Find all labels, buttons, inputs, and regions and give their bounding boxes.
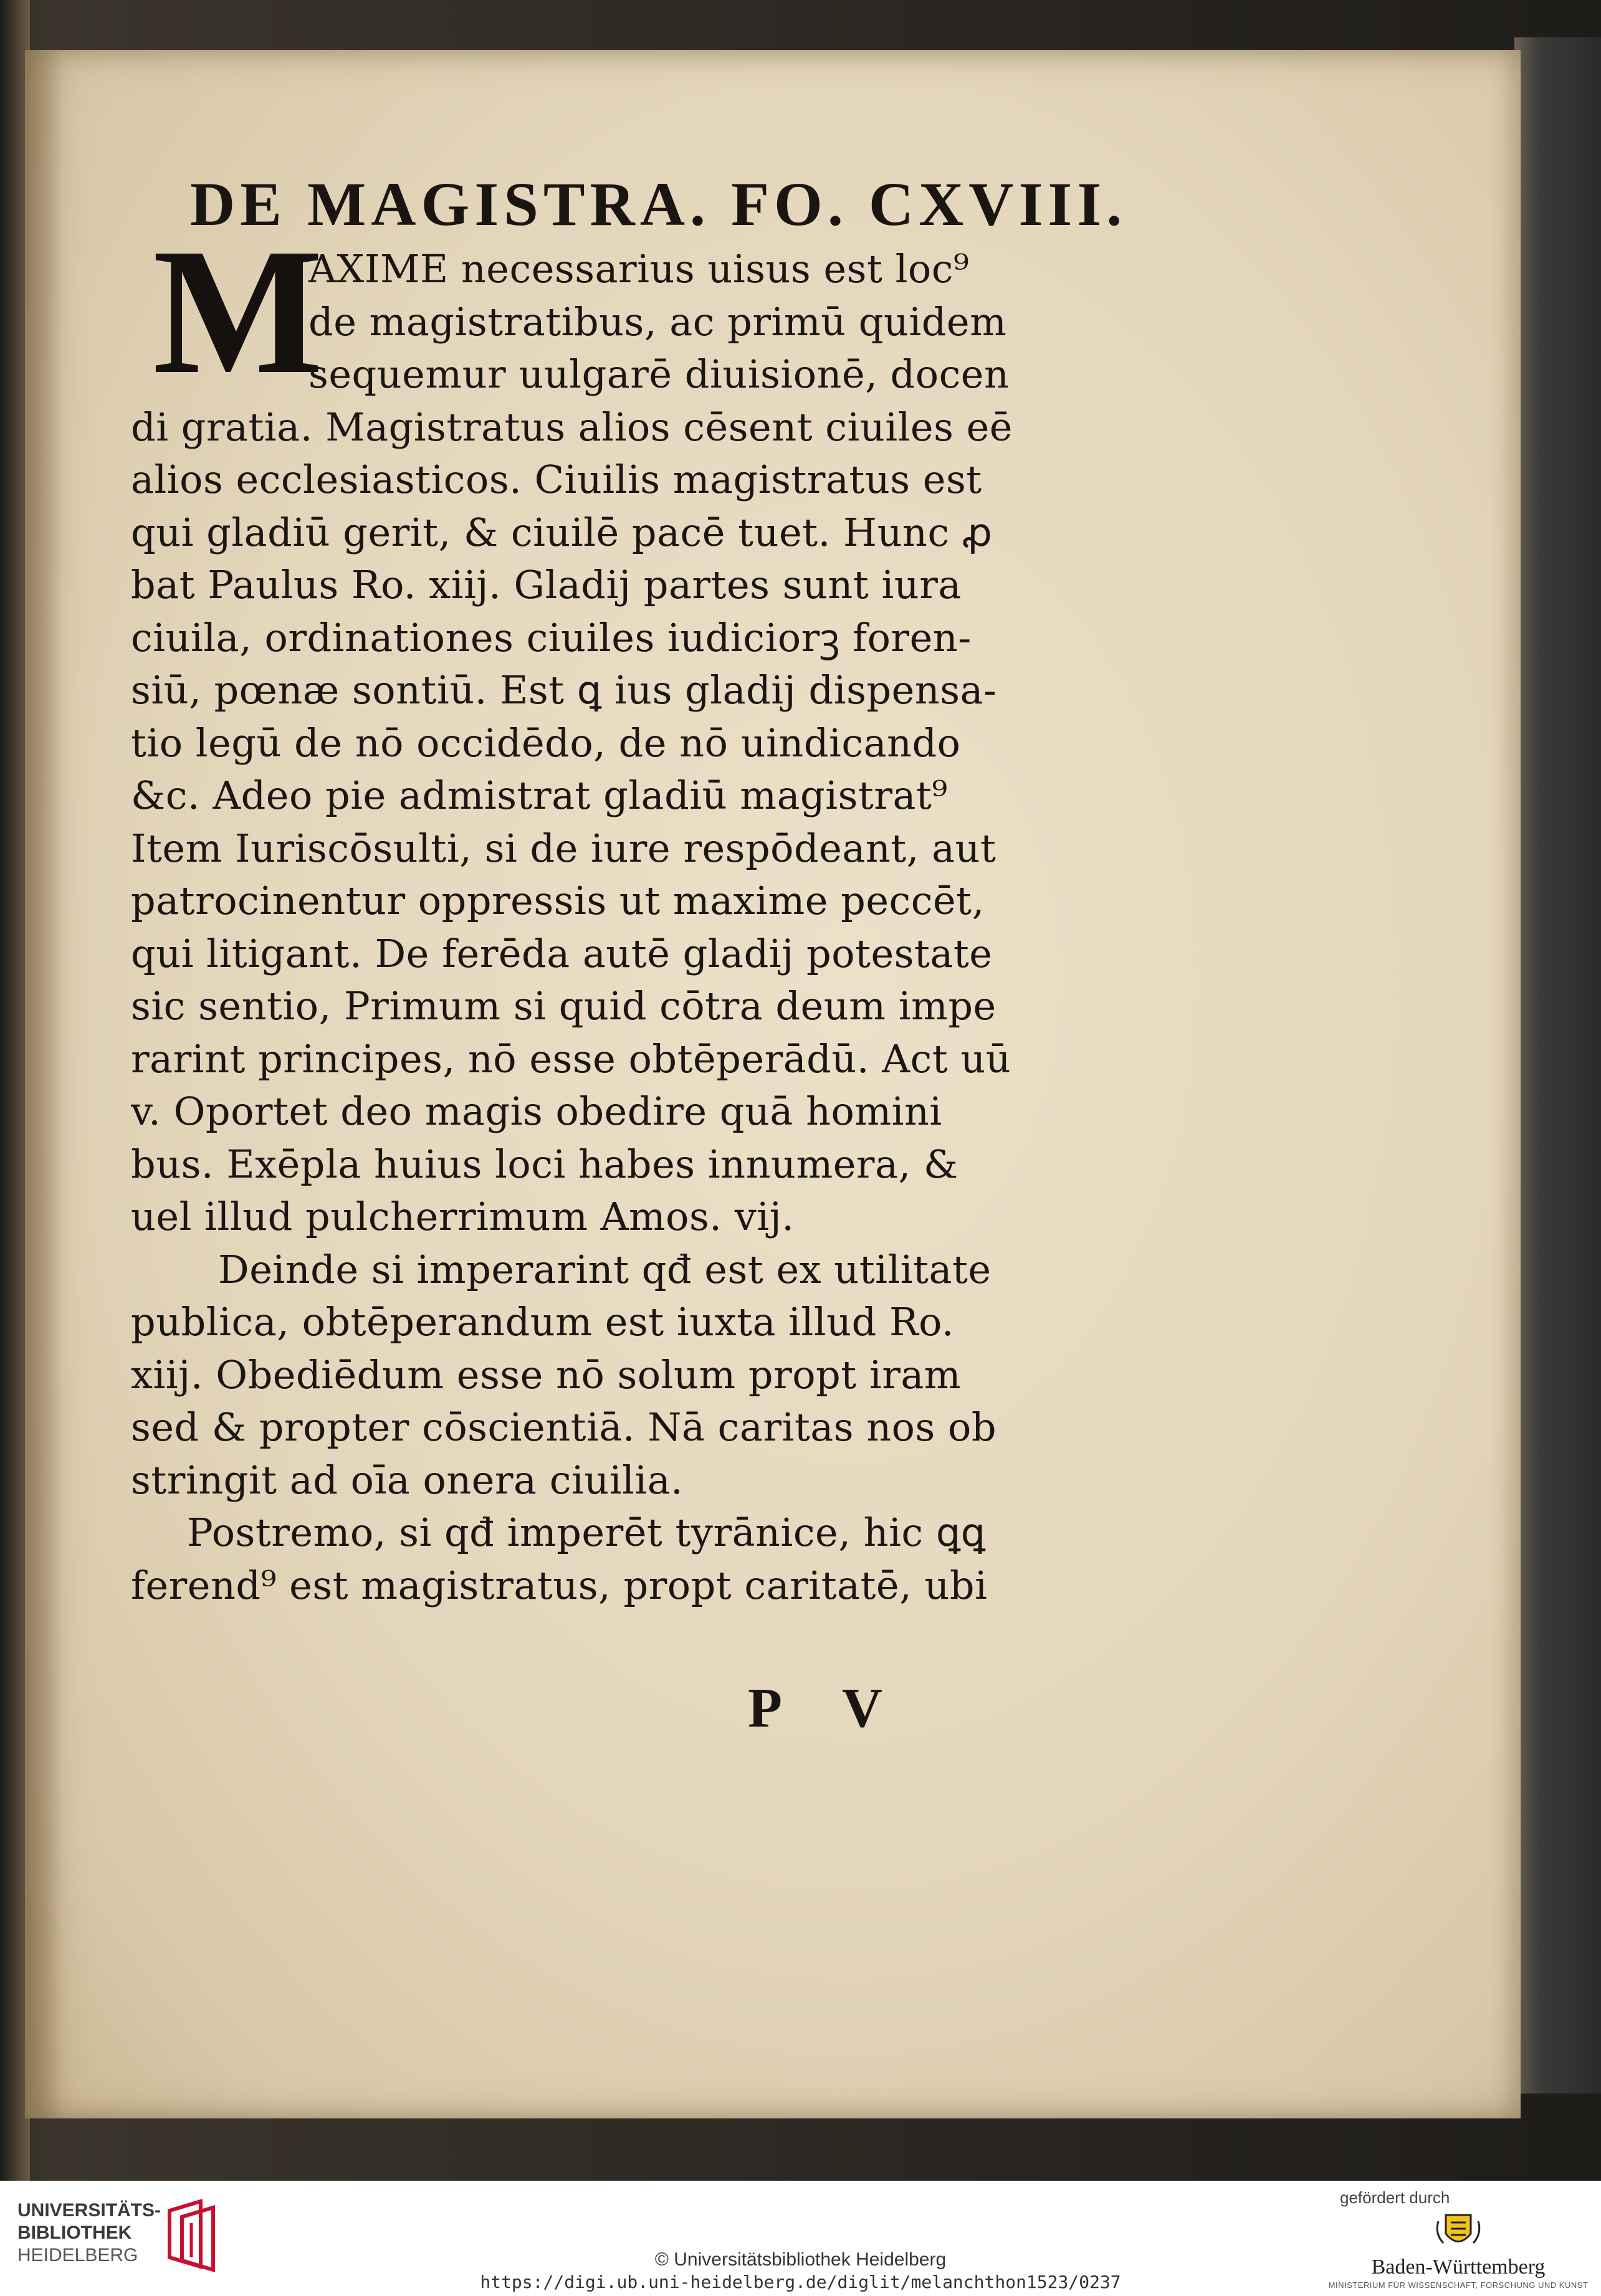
library-name-line: HEIDELBERG bbox=[17, 2245, 138, 2265]
text-line: sic sentio, Primum si quid cōtra deum impe bbox=[131, 983, 996, 1029]
ministry-name: MINISTERIUM FÜR WISSENSCHAFT, FORSCHUNG UND KUNST bbox=[1328, 2280, 1589, 2290]
drop-cap: M bbox=[153, 211, 323, 411]
text-line: de magistratibus, ac primū quidem bbox=[308, 298, 1007, 345]
printer-signature: P V bbox=[748, 1677, 907, 1739]
text-line: ferend⁹ est magistratus, propt caritatē, ubi bbox=[131, 1562, 988, 1608]
text-line: siū, pœnæ sontiū. Est ꝗ ius gladij dispensa- bbox=[131, 667, 997, 713]
text-line: xiij. Obediēdum esse nō solum propt iram bbox=[131, 1351, 962, 1398]
text-line: patrocinentur oppressis ut maxime peccēt, bbox=[131, 878, 985, 923]
state-crest-icon bbox=[1433, 2209, 1483, 2252]
text-line: di gratia. Magistratus alios cēsent ciuiles eē bbox=[131, 404, 1013, 450]
text-line: bus. Exēpla huius loci habes innumera, & bbox=[131, 1141, 958, 1187]
text-line: bat Paulus Ro. xiij. Gladij partes sunt iura bbox=[131, 562, 962, 607]
funded-by-label: gefördert durch bbox=[1340, 2188, 1450, 2207]
text-line: Item Iuriscōsulti, si de iure respōdeant, aut bbox=[131, 825, 996, 871]
text-line: tio legū de nō occidēdo, de nō uindicando bbox=[131, 720, 961, 766]
text-line: qui litigant. De ferēda autē gladij potestate bbox=[131, 930, 993, 976]
text-line: publica, obtēperandum est iuxta illud Ro. bbox=[131, 1299, 955, 1345]
text-line: qui gladiū gerit, & ciuilē pacē tuet. Hunc ꝓ bbox=[131, 509, 993, 555]
state-name: Baden-Württemberg bbox=[1371, 2256, 1546, 2279]
page-gutter-shadow bbox=[25, 50, 62, 2118]
text-line: uel illud pulcherrimum Amos. vij. bbox=[131, 1194, 795, 1239]
library-name-line: UNIVERSITÄTS- bbox=[17, 2200, 161, 2221]
text-line: rarint principes, nō esse obtēperādū. Act uū bbox=[131, 1036, 1011, 1082]
text-line: stringit ad oīa onera ciuilia. bbox=[131, 1457, 684, 1503]
text-line: Postremo, si qđ imperēt tyrānice, hic ꝗꝗ bbox=[187, 1510, 986, 1555]
text-line: &c. Adeo pie admistrat gladiū magistrat⁹ bbox=[131, 773, 948, 818]
text-line: sed & propter cōscientiā. Nā caritas nos ob bbox=[131, 1404, 997, 1450]
text-line: v. Oportet deo magis obedire quā homini bbox=[131, 1088, 942, 1134]
running-header: DE MAGISTRA. FO. CXVIII. bbox=[190, 169, 1127, 239]
text-line: ciuila, ordinationes ciuiles iudiciorꝫ foren- bbox=[131, 614, 972, 660]
copyright-notice: © Universitätsbibliothek Heidelberg bbox=[654, 2249, 947, 2270]
book-edge-right bbox=[1514, 37, 1601, 2094]
library-name-line: BIBLIOTHEK bbox=[17, 2222, 132, 2243]
text-line: alios ecclesiasticos. Ciuilis magistratus est bbox=[131, 457, 982, 502]
page-body bbox=[131, 243, 1116, 1612]
text-line: Deinde si imperarint qđ est ex utilitate bbox=[218, 1246, 992, 1292]
text-line: AXIME necessarius uisus est loc⁹ bbox=[308, 246, 970, 292]
text-line: sequemur uulgarē diuisionē, docen bbox=[308, 351, 1010, 397]
permalink-url[interactable]: https://digi.ub.uni-heidelberg.de/diglit/melanchthon1523/0237 bbox=[480, 2272, 1121, 2292]
